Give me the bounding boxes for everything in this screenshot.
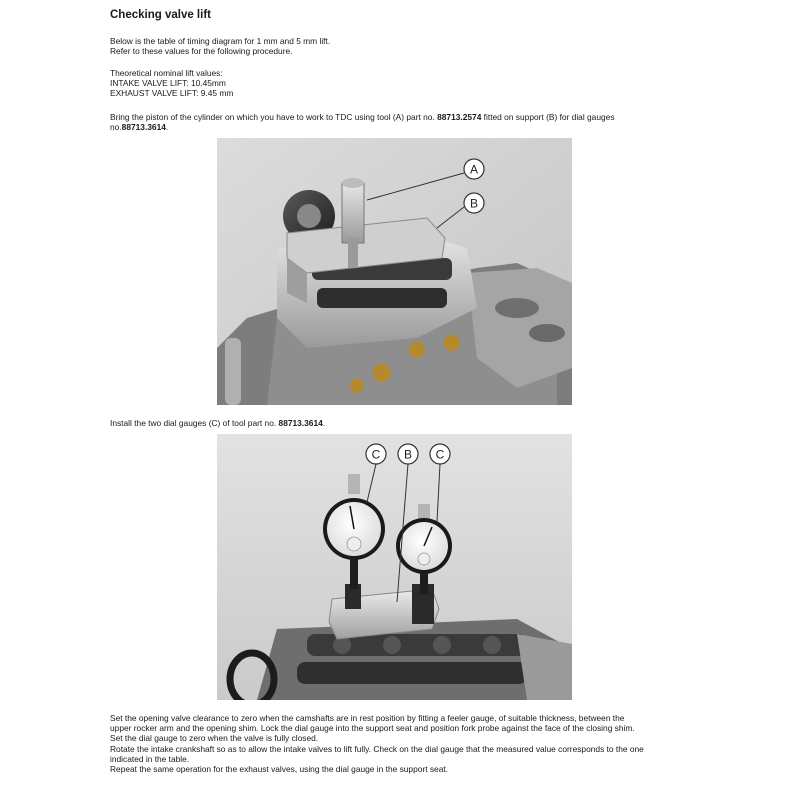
procedure-line-3: Set the dial gauge to zero when the valve is fully closed. xyxy=(110,733,319,744)
support-b-part-number: 88713.3614 xyxy=(121,122,166,133)
exhaust-lift-value: EXHAUST VALVE LIFT: 9.45 mm xyxy=(110,88,234,99)
intake-lift-value: INTAKE VALVE LIFT: 10.45mm xyxy=(110,78,226,89)
nominal-values xyxy=(110,68,233,99)
tdc-text-4: . xyxy=(165,122,169,133)
callout-b-label-2: B xyxy=(403,447,413,462)
callout-c-right-label: C xyxy=(435,447,445,462)
nominal-heading: Theoretical nominal lift values: xyxy=(110,68,223,78)
procedure-line-2: upper rocker arm and the opening shim. Lock the dial gauge into the support seat and position fork probe against the face of the closing shim. xyxy=(110,723,635,734)
intro-paragraph xyxy=(110,36,330,56)
dial-gauge-part-number: 88713.3614 xyxy=(278,418,323,428)
tdc-line-2 xyxy=(110,122,615,132)
page-title: Checking valve lift xyxy=(110,9,211,21)
tdc-tool-illustration xyxy=(217,138,572,405)
tdc-text-3: no. xyxy=(110,122,122,133)
procedure-line-4: Rotate the intake crankshaft so as to allow the intake valves to lift fully. Check on the dial gauge that the measured value corresponds to the one xyxy=(110,743,644,754)
callout-b-label: B xyxy=(469,196,479,211)
tdc-text-2: fitted on support (B) for dial gauges xyxy=(481,112,615,122)
tdc-paragraph xyxy=(110,112,615,132)
install-text-2: . xyxy=(322,418,326,428)
procedure-line-6: Repeat the same operation for the exhaust valves, using the dial gauge in the support seat. xyxy=(110,764,449,775)
intro-line-1: Below is the table of timing diagram for 1 mm and 5 mm lift. xyxy=(110,36,331,46)
intro-line-2: Refer to these values for the following procedure. xyxy=(110,46,293,57)
procedure-line-1: Set the opening valve clearance to zero when the camshafts are in rest position by fitting a feeler gauge, of suitable thickness, between the xyxy=(110,713,625,723)
install-paragraph xyxy=(110,418,325,428)
dial-gauges-illustration xyxy=(217,434,572,700)
callout-a-label: A xyxy=(469,162,479,177)
tdc-tool-photo xyxy=(217,138,572,405)
tdc-text-1: Bring the piston of the cylinder on which you have to work to TDC using tool (A) part no. xyxy=(110,112,438,122)
callout-c-left-label: C xyxy=(371,447,381,462)
procedure-paragraph xyxy=(110,713,644,774)
install-line xyxy=(110,418,325,428)
tool-a-part-number: 88713.2574 xyxy=(437,112,482,122)
tdc-line-1 xyxy=(110,112,615,122)
procedure-line-5: indicated in the table. xyxy=(110,753,190,764)
install-text-1: Install the two dial gauges (C) of tool part no. xyxy=(110,418,279,428)
dial-gauges-photo xyxy=(217,434,572,700)
